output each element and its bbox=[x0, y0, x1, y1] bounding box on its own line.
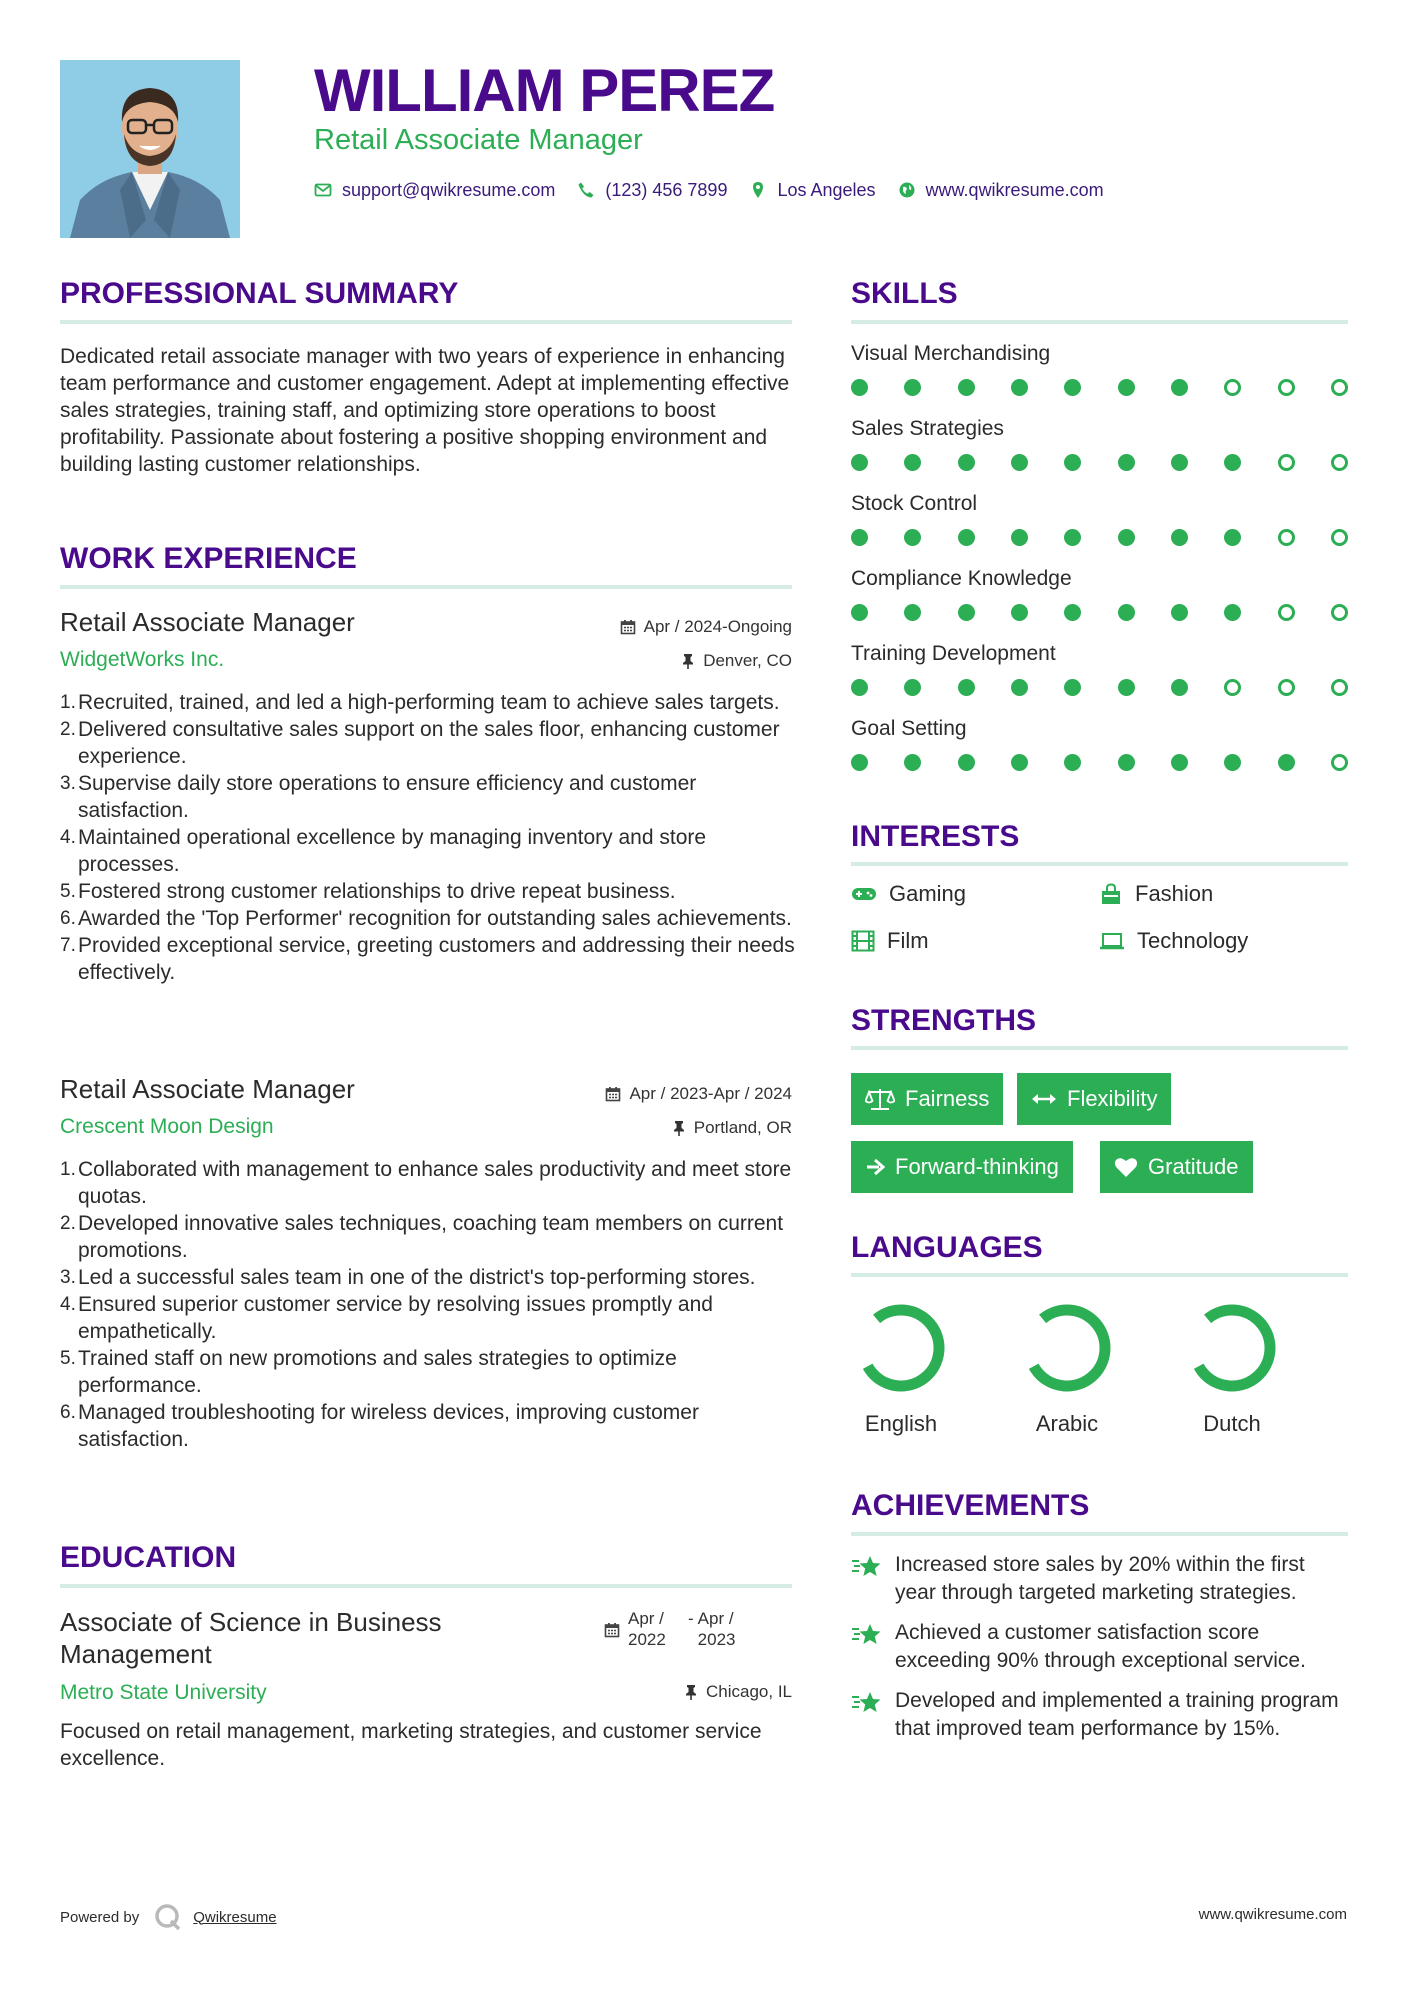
education-location bbox=[492, 1681, 792, 1703]
summary-divider bbox=[60, 320, 792, 324]
rating-dot-filled bbox=[904, 679, 921, 696]
calendar-icon bbox=[605, 1086, 621, 1102]
rating-dot-filled bbox=[958, 679, 975, 696]
pushpin-icon bbox=[681, 653, 695, 669]
candidate-name: WILLIAM PEREZ bbox=[314, 57, 775, 124]
languages-list bbox=[851, 1298, 1348, 1448]
rating-dot-empty bbox=[1224, 379, 1241, 396]
rating-dot-empty bbox=[1278, 604, 1295, 621]
summary-title: PROFESSIONAL SUMMARY bbox=[60, 277, 459, 310]
contact-location: Los Angeles bbox=[777, 179, 876, 200]
rating-dot-filled bbox=[1064, 454, 1081, 471]
rating-dot-filled bbox=[851, 529, 868, 546]
job-title: Retail Associate Manager bbox=[60, 607, 355, 637]
skills-list bbox=[851, 341, 1348, 791]
strengths-divider bbox=[851, 1046, 1348, 1050]
rating-dot-empty bbox=[1224, 679, 1241, 696]
skills-title: SKILLS bbox=[851, 277, 958, 310]
rating-dot-filled bbox=[958, 529, 975, 546]
rating-dot-filled bbox=[851, 604, 868, 621]
strength-label: Fairness bbox=[905, 1086, 990, 1111]
language-label: English bbox=[864, 1411, 938, 1436]
interest-item-technology bbox=[1099, 928, 1248, 954]
star-icon bbox=[851, 1553, 883, 1581]
list-item: Maintained operational excellence by managing inventory and store processes. bbox=[78, 826, 707, 876]
laptop-icon bbox=[1099, 931, 1125, 951]
rating-dot-filled bbox=[1171, 604, 1188, 621]
rating-dot-filled bbox=[1064, 679, 1081, 696]
interest-item-film bbox=[851, 928, 929, 954]
skill-rating bbox=[851, 754, 1348, 771]
rating-dot-filled bbox=[1118, 529, 1135, 546]
job-company: Crescent Moon Design bbox=[60, 1115, 274, 1138]
skill-name: Visual Merchandising bbox=[851, 342, 1051, 365]
rating-dot-empty bbox=[1331, 604, 1348, 621]
rating-dot-empty bbox=[1331, 754, 1348, 771]
gamepad-icon bbox=[851, 884, 877, 904]
footer-url[interactable]: www.qwikresume.com bbox=[1198, 1906, 1347, 1923]
degree-title: Associate of Science in Business Management bbox=[60, 1607, 442, 1669]
languages-title: LANGUAGES bbox=[851, 1231, 1043, 1264]
rating-dot-filled bbox=[1011, 529, 1028, 546]
map-marker-icon bbox=[749, 181, 767, 199]
list-item: Awarded the 'Top Performer' recognition for outstanding sales achievements. bbox=[78, 907, 792, 930]
language-item bbox=[851, 1298, 951, 1437]
list-item: Delivered consultative sales support on the sales floor, enhancing customer experience. bbox=[78, 718, 780, 768]
language-label: Dutch bbox=[1203, 1411, 1261, 1436]
rating-dot-filled bbox=[1064, 529, 1081, 546]
pushpin-icon bbox=[684, 1684, 698, 1700]
language-level-ring bbox=[851, 1298, 951, 1398]
education-dates: Apr / 2022 - Apr / 2023 bbox=[604, 1608, 750, 1650]
skill-item bbox=[851, 716, 1348, 791]
interest-label: Technology bbox=[1137, 928, 1249, 953]
rating-dot-filled bbox=[1064, 754, 1081, 771]
strength-label: Forward-thinking bbox=[895, 1154, 1059, 1179]
heart-icon bbox=[1114, 1156, 1138, 1178]
achievements-divider bbox=[851, 1532, 1348, 1536]
rating-dot-filled bbox=[904, 754, 921, 771]
interest-label: Fashion bbox=[1135, 881, 1214, 906]
rating-dot-filled bbox=[1224, 604, 1241, 621]
pushpin-icon bbox=[672, 1120, 686, 1136]
envelope-icon bbox=[314, 181, 332, 199]
rating-dot-filled bbox=[1118, 679, 1135, 696]
rating-dot-filled bbox=[1171, 379, 1188, 396]
list-item: Ensured superior customer service by resolving issues promptly and empathetically. bbox=[78, 1293, 713, 1343]
achievements-list bbox=[851, 1551, 1348, 1743]
calendar-icon bbox=[604, 1622, 620, 1638]
rating-dot-empty bbox=[1331, 379, 1348, 396]
rating-dot-filled bbox=[904, 379, 921, 396]
skill-item bbox=[851, 566, 1348, 641]
achievement-item bbox=[851, 1551, 1348, 1607]
arrows-horizontal-icon bbox=[1031, 1091, 1057, 1107]
job-location bbox=[492, 650, 792, 672]
list-item: Fostered strong customer relationships to drive repeat business. bbox=[78, 880, 676, 903]
rating-dot-filled bbox=[1171, 454, 1188, 471]
skill-item bbox=[851, 491, 1348, 566]
list-item: Provided exceptional service, greeting customers and addressing their needs effectively. bbox=[78, 934, 795, 984]
strength-badge-flexibility bbox=[1017, 1073, 1171, 1125]
skill-name: Goal Setting bbox=[851, 717, 967, 740]
job-location-text: Denver, CO bbox=[703, 651, 792, 670]
strength-badge-gratitude bbox=[1100, 1141, 1253, 1193]
rating-dot-filled bbox=[958, 454, 975, 471]
rating-dot-filled bbox=[851, 379, 868, 396]
rating-dot-filled bbox=[958, 754, 975, 771]
rating-dot-filled bbox=[958, 379, 975, 396]
education-divider bbox=[60, 1584, 792, 1588]
powered-by-label: Powered by bbox=[60, 1908, 140, 1926]
rating-dot-filled bbox=[1011, 604, 1028, 621]
globe-icon bbox=[898, 181, 916, 199]
strength-badge-fairness bbox=[851, 1073, 1003, 1125]
rating-dot-filled bbox=[1064, 379, 1081, 396]
skills-divider bbox=[851, 320, 1348, 324]
list-item: Led a successful sales team in one of the district's top-performing stores. bbox=[78, 1266, 756, 1289]
rating-dot-filled bbox=[1171, 679, 1188, 696]
candidate-role: Retail Associate Manager bbox=[314, 124, 643, 156]
strength-label: Flexibility bbox=[1067, 1086, 1158, 1111]
rating-dot-filled bbox=[1118, 379, 1135, 396]
rating-dot-filled bbox=[904, 604, 921, 621]
language-level-ring bbox=[1017, 1298, 1117, 1398]
summary-text: Dedicated retail associate manager with two years of experience in enhancing team performance and customer engagement. Adept at implementing effective sales strategies, training staff, and optimizing store operations to boost profitability. Passionate about fostering a positive shopping environment and building lasting customer relationships. bbox=[60, 345, 790, 476]
list-item: Developed innovative sales techniques, coaching team members on current promotions. bbox=[78, 1212, 784, 1262]
job-dates bbox=[492, 616, 792, 638]
rating-dot-filled bbox=[1224, 454, 1241, 471]
contact-bar bbox=[314, 176, 1104, 204]
list-item: Supervise daily store operations to ensure efficiency and customer satisfaction. bbox=[78, 772, 697, 822]
rating-dot-empty bbox=[1278, 454, 1295, 471]
experience-divider bbox=[60, 585, 792, 589]
interest-label: Film bbox=[887, 928, 929, 953]
job-dates bbox=[492, 1083, 792, 1105]
rating-dot-filled bbox=[1171, 754, 1188, 771]
education-title: EDUCATION bbox=[60, 1541, 237, 1574]
education-start: Apr / 2022 bbox=[628, 1609, 666, 1649]
rating-dot-filled bbox=[1011, 679, 1028, 696]
contact-phone[interactable]: (123) 456 7899 bbox=[605, 179, 728, 200]
interest-item-gaming bbox=[851, 881, 966, 907]
education-text: Focused on retail management, marketing strategies, and customer service excellence. bbox=[60, 1720, 762, 1770]
rating-dot-filled bbox=[1118, 454, 1135, 471]
language-level-arc bbox=[1182, 1298, 1282, 1398]
job-location-text: Portland, OR bbox=[693, 1118, 792, 1137]
skill-item bbox=[851, 641, 1348, 716]
education-location-text: Chicago, IL bbox=[706, 1682, 792, 1701]
phone-icon bbox=[577, 181, 595, 199]
language-item bbox=[1017, 1298, 1117, 1437]
rating-dot-empty bbox=[1278, 529, 1295, 546]
languages-divider bbox=[851, 1273, 1348, 1277]
calendar-icon bbox=[620, 619, 636, 635]
language-item bbox=[1182, 1298, 1282, 1437]
balance-scale-icon bbox=[865, 1087, 895, 1111]
contact-website[interactable]: www.qwikresume.com bbox=[925, 179, 1104, 200]
qwikresume-link[interactable]: Qwikresume bbox=[193, 1908, 277, 1926]
rating-dot-filled bbox=[1064, 604, 1081, 621]
education-end: Apr / 2023 bbox=[697, 1609, 736, 1649]
achievement-text: Increased store sales by 20% within the first year through targeted marketing strategies. bbox=[895, 1553, 1305, 1604]
achievement-text: Developed and implemented a training program that improved team performance by 15%. bbox=[895, 1689, 1339, 1740]
rating-dot-filled bbox=[1224, 529, 1241, 546]
achievements-title: ACHIEVEMENTS bbox=[851, 1489, 1090, 1522]
rating-dot-filled bbox=[1011, 454, 1028, 471]
list-item: Trained staff on new promotions and sales strategies to optimize performance. bbox=[78, 1347, 677, 1397]
rating-dot-filled bbox=[1171, 529, 1188, 546]
film-icon bbox=[851, 930, 875, 952]
strengths-title: STRENGTHS bbox=[851, 1004, 1037, 1037]
list-item: Collaborated with management to enhance sales productivity and meet store quotas. bbox=[78, 1158, 792, 1208]
skill-name: Compliance Knowledge bbox=[851, 567, 1072, 590]
rating-dot-filled bbox=[1011, 379, 1028, 396]
rating-dot-filled bbox=[958, 604, 975, 621]
qwikresume-logo-icon bbox=[153, 1902, 183, 1932]
skill-item bbox=[851, 341, 1348, 416]
achievement-text: Achieved a customer satisfaction score exceeding 90% through exceptional service. bbox=[895, 1621, 1306, 1672]
job-bullets bbox=[60, 1156, 804, 1453]
language-level-arc bbox=[1017, 1298, 1117, 1398]
rating-dot-empty bbox=[1278, 379, 1295, 396]
skill-rating bbox=[851, 604, 1348, 621]
rating-dot-filled bbox=[1118, 604, 1135, 621]
rating-dot-empty bbox=[1331, 679, 1348, 696]
rating-dot-filled bbox=[904, 454, 921, 471]
job-title: Retail Associate Manager bbox=[60, 1074, 355, 1104]
job-dates-text: Apr / 2023-Apr / 2024 bbox=[629, 1084, 792, 1103]
interests-title: INTERESTS bbox=[851, 820, 1020, 853]
rating-dot-empty bbox=[1331, 454, 1348, 471]
list-item: Managed troubleshooting for wireless devices, improving customer satisfaction. bbox=[78, 1401, 699, 1451]
rating-dot-empty bbox=[1331, 529, 1348, 546]
experience-title: WORK EXPERIENCE bbox=[60, 542, 357, 575]
skill-name: Training Development bbox=[851, 642, 1056, 665]
arrow-right-icon bbox=[865, 1157, 885, 1177]
profile-photo bbox=[60, 60, 240, 238]
interests-divider bbox=[851, 862, 1348, 866]
list-item: Recruited, trained, and led a high-performing team to achieve sales targets. bbox=[78, 691, 780, 714]
rating-dot-filled bbox=[1278, 754, 1295, 771]
star-icon bbox=[851, 1689, 883, 1717]
achievement-item bbox=[851, 1619, 1348, 1675]
skill-item bbox=[851, 416, 1348, 491]
rating-dot-filled bbox=[904, 529, 921, 546]
skill-name: Sales Strategies bbox=[851, 417, 1004, 440]
star-icon bbox=[851, 1621, 883, 1649]
language-level-arc bbox=[851, 1298, 951, 1398]
language-level-ring bbox=[1182, 1298, 1282, 1398]
strength-badge-forward-thinking bbox=[851, 1141, 1073, 1193]
rating-dot-filled bbox=[851, 754, 868, 771]
rating-dot-filled bbox=[1224, 754, 1241, 771]
strength-label: Gratitude bbox=[1148, 1154, 1239, 1179]
school-name: Metro State University bbox=[60, 1681, 267, 1704]
skill-rating bbox=[851, 679, 1348, 696]
interest-label: Gaming bbox=[889, 881, 967, 906]
job-dates-text: Apr / 2024-Ongoing bbox=[643, 617, 792, 636]
language-label: Arabic bbox=[1035, 1411, 1099, 1436]
job-location bbox=[492, 1117, 792, 1139]
footer-powered-by bbox=[60, 1902, 277, 1932]
rating-dot-filled bbox=[1011, 754, 1028, 771]
skill-rating bbox=[851, 454, 1348, 471]
interest-item-fashion bbox=[1099, 881, 1213, 907]
job-bullets bbox=[60, 689, 804, 986]
contact-email[interactable]: support@qwikresume.com bbox=[342, 179, 556, 200]
skill-rating bbox=[851, 379, 1348, 396]
rating-dot-empty bbox=[1278, 679, 1295, 696]
skill-name: Stock Control bbox=[851, 492, 978, 515]
rating-dot-filled bbox=[851, 454, 868, 471]
rating-dot-filled bbox=[1118, 754, 1135, 771]
shopping-bag-icon bbox=[1099, 883, 1123, 905]
job-company: WidgetWorks Inc. bbox=[60, 648, 225, 671]
skill-rating bbox=[851, 529, 1348, 546]
rating-dot-filled bbox=[851, 679, 868, 696]
achievement-item bbox=[851, 1687, 1348, 1743]
